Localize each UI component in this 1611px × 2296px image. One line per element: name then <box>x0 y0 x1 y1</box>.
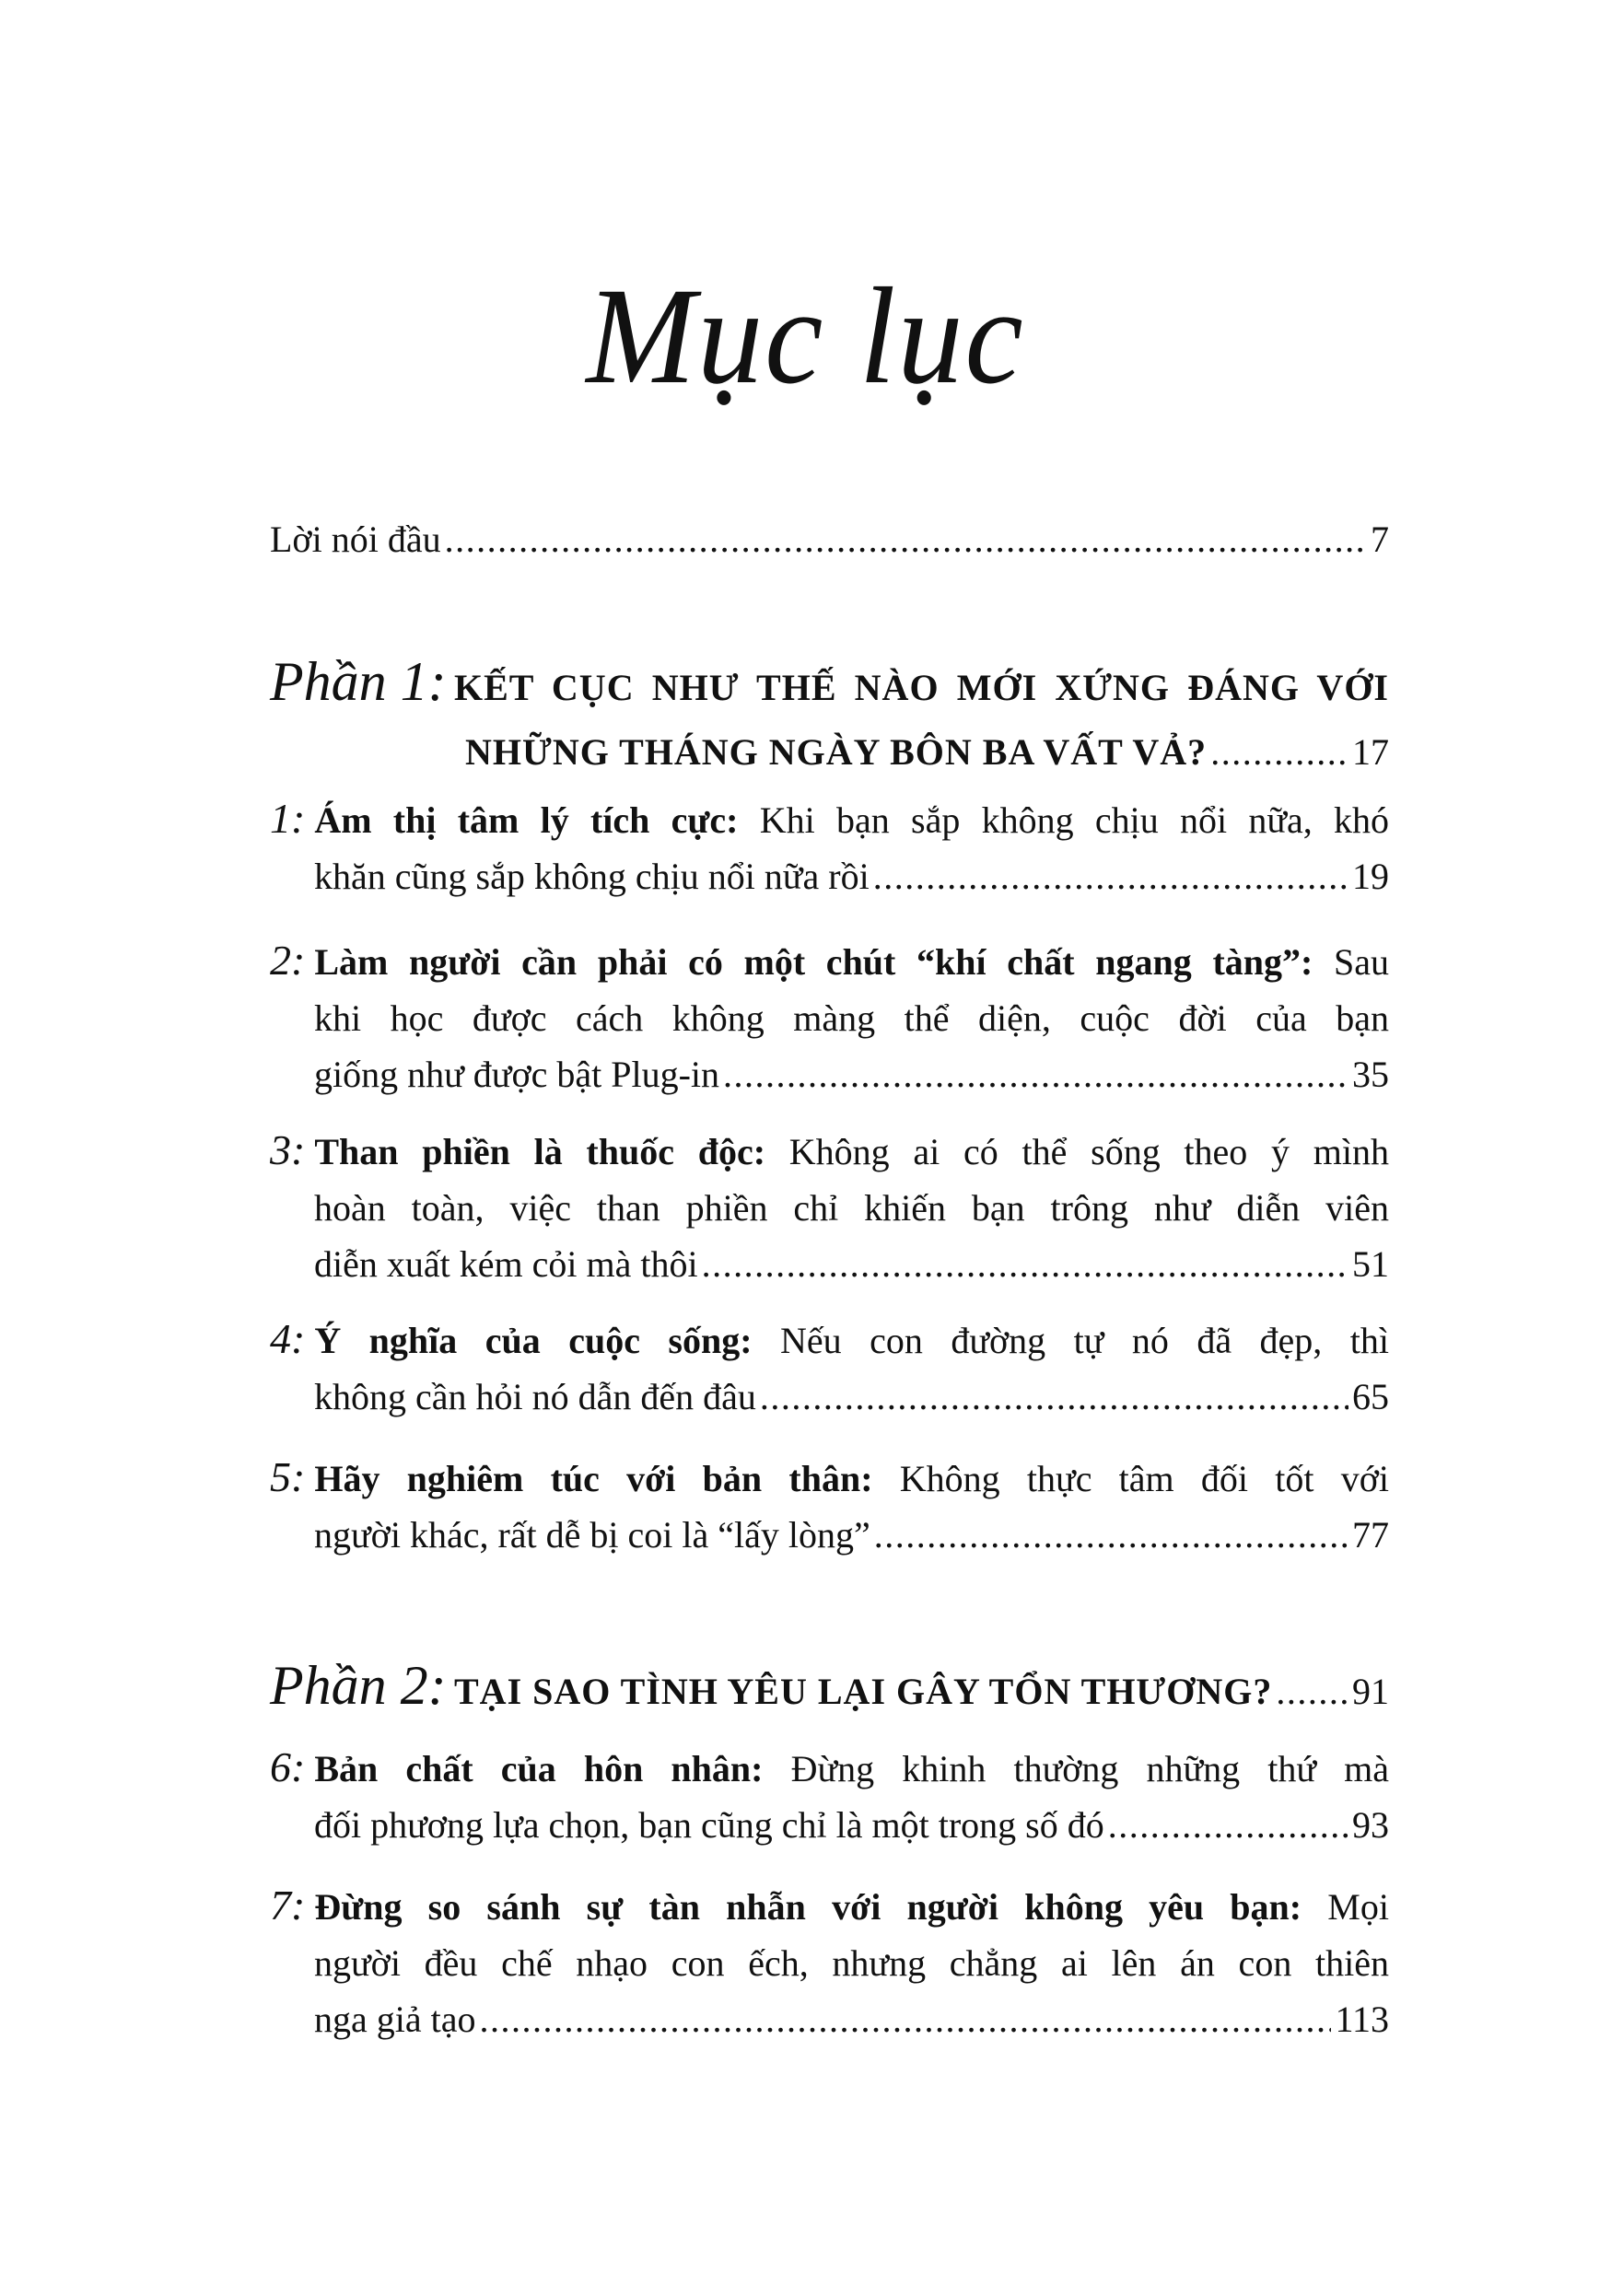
preface-label: Lời nói đầu <box>270 519 441 560</box>
dot-leader <box>760 1369 1348 1425</box>
part-title-line1: KẾT CỤC NHƯ THẾ NÀO MỚI XỨNG ĐÁNG VỚI <box>454 667 1389 708</box>
entry-text: khi học được cách không màng thể diện, cuộc đời của bạn <box>314 997 1389 1039</box>
toc-entry-2[interactable] <box>270 932 1389 1102</box>
page-title: Mục lục <box>586 260 1025 413</box>
entry-heading: Làm người cần phải có một chút “khí chất ngang tàng”: <box>314 941 1313 983</box>
entry-text: Không ai có thể sống theo ý mình <box>765 1131 1389 1172</box>
part-title-line1: TẠI SAO TÌNH YÊU LẠI GÂY TỔN THƯƠNG? <box>454 1671 1273 1712</box>
entry-text: người đều chế nhạo con ếch, nhưng chẳng ai lên án con thiên <box>314 1942 1389 1984</box>
dot-leader <box>874 1507 1348 1563</box>
dot-leader <box>1108 1797 1348 1853</box>
part-title-line2: NHỮNG THÁNG NGÀY BÔN BA VẤT VẢ? <box>465 731 1208 773</box>
entry-number: 3: <box>270 1126 306 1173</box>
entry-heading: Đừng so sánh sự tàn nhẫn với người không yêu bạn: <box>314 1886 1302 1928</box>
page-number: 65 <box>1352 1376 1389 1417</box>
entry-heading: Ý nghĩa của cuộc sống: <box>314 1320 753 1361</box>
toc-entry-7[interactable] <box>270 1877 1389 2047</box>
entry-heading: Ám thị tâm lý tích cực: <box>314 799 739 841</box>
entry-number: 7: <box>270 1882 306 1929</box>
entry-text: Sau <box>1313 941 1390 983</box>
dot-leader <box>480 1991 1332 2047</box>
entry-text: diễn xuất kém cỏi mà thôi <box>314 1243 698 1285</box>
toc-entry-1[interactable] <box>270 790 1389 904</box>
entry-text: hoàn toàn, việc than phiền chỉ khiến bạn trông như diễn viên <box>314 1187 1389 1229</box>
entry-heading: Than phiền là thuốc độc: <box>314 1131 766 1172</box>
page-number: 35 <box>1352 1054 1389 1095</box>
page-number: 51 <box>1352 1243 1389 1285</box>
entry-text: không cần hỏi nó dẫn đến đâu <box>314 1376 756 1417</box>
dot-leader <box>1276 1660 1348 1724</box>
page-number: 93 <box>1352 1804 1389 1846</box>
entry-text: nga giả tạo <box>314 1999 476 2040</box>
entry-text: Đừng khinh thường những thứ mà <box>763 1748 1390 1789</box>
entry-text: Không thực tâm đối tốt với <box>872 1458 1389 1499</box>
toc-entry-5[interactable] <box>270 1449 1389 1563</box>
entry-heading: Bản chất của hôn nhân: <box>314 1748 764 1789</box>
entry-number: 2: <box>270 937 306 984</box>
entry-number: 1: <box>270 795 306 842</box>
entry-number: 4: <box>270 1315 306 1362</box>
part-label: Phần 2: <box>270 1655 447 1716</box>
toc-entry-3[interactable] <box>270 1122 1389 1292</box>
entry-text: giống như được bật Plug-in <box>314 1054 720 1095</box>
entry-number: 6: <box>270 1743 306 1790</box>
dot-leader <box>723 1046 1348 1102</box>
entry-text: Nếu con đường tự nó đã đẹp, thì <box>752 1320 1389 1361</box>
page-number: 17 <box>1352 731 1389 773</box>
toc-part-1[interactable] <box>270 649 1389 785</box>
toc-part-2[interactable] <box>270 1653 1389 1724</box>
page-number: 113 <box>1335 1999 1389 2040</box>
dot-leader <box>873 848 1348 904</box>
page-number: 19 <box>1352 856 1389 897</box>
page-number: 7 <box>1371 519 1389 560</box>
entry-text: khăn cũng sắp không chịu nổi nữa rồi <box>314 856 870 897</box>
part-label: Phần 1: <box>270 651 447 712</box>
entry-heading: Hãy nghiêm túc với bản thân: <box>314 1458 873 1499</box>
page-number: 77 <box>1352 1514 1389 1556</box>
entry-text: đối phương lựa chọn, bạn cũng chỉ là một trong số đó <box>314 1804 1104 1846</box>
dot-leader <box>1210 720 1348 785</box>
entry-text: Khi bạn sắp không chịu nổi nữa, khó <box>738 799 1389 841</box>
toc-entry-4[interactable] <box>270 1311 1389 1425</box>
toc-entry-6[interactable] <box>270 1739 1389 1853</box>
dot-leader <box>445 511 1367 567</box>
toc-preface[interactable] <box>270 511 1389 567</box>
dot-leader <box>702 1236 1348 1292</box>
entry-text: người khác, rất dễ bị coi là “lấy lòng” <box>314 1514 870 1556</box>
entry-number: 5: <box>270 1453 306 1500</box>
entry-text: Mọi <box>1302 1886 1389 1928</box>
page-number: 91 <box>1352 1671 1389 1712</box>
